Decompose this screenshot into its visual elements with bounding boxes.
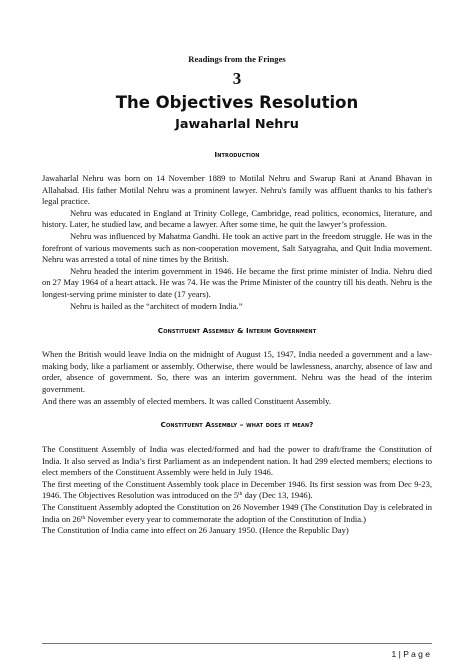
intro-paragraph-4: Nehru headed the interim government in 1946. He became the first prime minister of India. Nehru died on 27 May 1964 of a heart attack. He was 74. He was the Prime Minister of the country till his death. Nehru is the longest-serving prime minister to date (17 years). [42,265,432,299]
page-number: 1 | P a g e [391,649,430,659]
meaning-paragraph-3: The Constituent Assembly adopted the Constitution on 26 November 1949 (The Constitution Day is celebrated in India on 26th November every year to commemorate the adoption of the Constitution of India.) [42,502,432,524]
assembly-paragraph: When the British would leave India on the midnight of August 15, 1947, India needed a government and a law-making body, like a parliament or assembly. Otherwise, there would be lawlessness, anarchy, absence of law and order, absence of government. So, there was an interim government. Nehru was the head of the interim government. [42,349,432,394]
meaning-paragraph-4: The Constitution of India came into effect on 26 January 1950. (Hence the Republic Day) [42,525,349,536]
series-title: Readings from the Fringes [188,54,286,64]
intro-paragraph-1: Jawaharlal Nehru was born on 14 November 1889 to Motilal Nehru and Swarup Rani at Anand Bhavan in Allahabad. His father Motilal Nehru was a prominent lawyer. Nehru's family was affluent thanks to his father's legal practice. [42,173,432,207]
page-title: The Objectives Resolution [115,93,359,112]
intro-paragraph-2: Nehru was educated in England at Trinity College, Cambridge, read politics, economics, literature, and history. Later, he studied law, and became a lawyer. After some time, he quit the lawyer’s profession. [42,207,432,230]
author-name: Jawaharlal Nehru [175,117,299,132]
section-heading-constituent-assembly: Constituent Assembly & Interim Government [157,326,317,336]
section-heading-introduction: Introduction [214,150,260,159]
meaning-paragraph-2: The first meeting of the Constituent Assembly took place in December 1946. Its first session was from Dec 9-23, 1946. The Objectives Resolution was introduced on the 5th day (Dec 13, 1946). [42,478,432,501]
section-heading-meaning: Constituent Assembly – what does it mean? [160,420,314,430]
meaning-paragraph-1: The Constituent Assembly of India was elected/formed and had the power to draft/frame the Constitution of India. It also served as India’s first Parliament as an independent nation. It had 299 elected members; elections to elect members of the Constituent Assembly were held in July 1946. [42,444,432,478]
intro-paragraph-5: Nehru is hailed as the “architect of modern India.” [70,300,243,311]
chapter-number: 3 [232,69,242,88]
footer-divider [42,643,432,644]
intro-paragraph-3: Nehru was influenced by Mahatma Gandhi. He took an active part in the freedom struggle. He was in the forefront of various movements such as non-cooperation movement, Salt Satyagraha, and Quit India movement. Nehru was arrested a total of nine times by the British. [42,230,432,265]
assembly-line: And there was an assembly of elected members. It was called Constituent Assembly. [42,395,332,406]
